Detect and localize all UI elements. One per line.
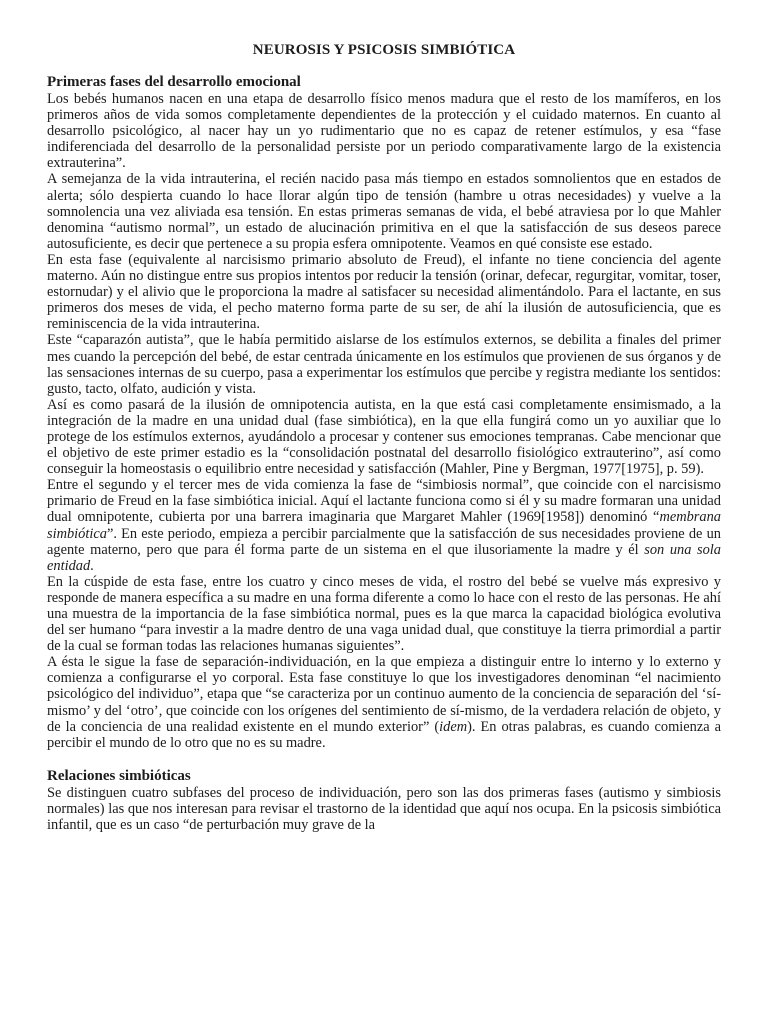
paragraph: Así es como pasará de la ilusión de omnipotencia autista, en la que está casi completamente ensimismado, a la integración de la madre en una unidad dual (fase simbiótica), en la que ella fungirá como un yo auxiliar que lo protege de los estímulos externos, ayudándolo a procesar y contener sus emociones tempranas. Cabe mencionar que el objetivo de este primer estadio es la “consolidación postnatal del desarrollo fisiológico extrauterino”, así como conseguir la homeostasis o equilibrio entre necesidad y satisfacción (Mahler, Pine y Bergman, 1977[1975], p. 59). <box>47 396 721 478</box>
paragraph: Los bebés humanos nacen en una etapa de desarrollo físico menos madura que el resto de los mamíferos, en los primeros años de vida somos completamente dependientes de la protección y el cuidado maternos. En cuanto al desarrollo psicológico, al nacer hay un yo rudimentario que no es capaz de retener estímulos, y esa “fase indiferenciada del desarrollo de la personalidad persiste por un periodo comparativamente largo de la existencia extrauterina”. <box>47 91 721 172</box>
paragraph: En esta fase (equivalente al narcisismo primario absoluto de Freud), el infante no tiene conciencia del agente materno. Aún no distingue entre sus propios intentos por reducir la tensión (orinar, defecar, regurgitar, vomitar, toser, estornudar) y el alivio que le proporciona la madre al satisfacer su necesidad alimentándolo. Para el lactante, en sus primeros dos meses de vida, el pecho materno forma parte de su ser, de ahí la ilusión de autosuficiencia, que es reminiscencia de la vida intrauterina. <box>47 251 721 333</box>
section-spacer <box>47 751 721 768</box>
paragraph: Entre el segundo y el tercer mes de vida comienza la fase de “simbiosis normal”, que coincide con el narcisismo primario de Freud en la fase simbiótica inicial. Aquí el lactante funciona como si él y su madre formaran una unidad dual omnipotente, cubierta por una barrera imaginaria que Margaret Mahler (1969[1958]) denominó “membrana simbiótica”. En este periodo, empieza a percibir parcialmente que la satisfacción de sus necesidades proviene de un agente materno, pero que para él forma parte de un sistema en el que ilusoriamente la madre y él son una sola entidad. <box>47 477 721 574</box>
paragraph: A ésta le sigue la fase de separación-individuación, en la que empieza a distinguir entre lo interno y lo externo y comienza a configurarse el yo corporal. Esta fase constituye lo que los investigadores denominan “el nacimiento psicológico del individuo”, etapa que “se caracteriza por un continuo aumento de la conciencia de separación del ‘sí-mismo’ y del ‘otro’, que coincide con los orígenes del sentimiento de sí-mismo, de la verdadera relación de objeto, y de la conciencia de una realidad existente en el mundo exterior” (idem). En otras palabras, es cuando comienza a percibir el mundo de lo otro que no es su madre. <box>47 654 722 751</box>
italic-phrase: son una sola entidad <box>47 541 721 574</box>
section-primeras-fases <box>47 74 721 751</box>
document-title: NEUROSIS Y PSICOSIS SIMBIÓTICA <box>252 42 516 58</box>
paragraph: Este “caparazón autista”, que le había permitido aislarse de los estímulos externos, se debilita a finales del primer mes cuando la percepción del bebé, de estar centrada únicamente en los estímulos que provienen de sus órganos y de las sensaciones internas de su cuerpo, pasa a experimentar los estímulos que percibe y registra mediante los sentidos: gusto, tacto, olfato, audición y vista. <box>47 332 721 397</box>
section-heading: Relaciones simbióticas <box>47 767 191 784</box>
italic-phrase: membrana simbiótica <box>47 509 721 542</box>
italic-phrase: idem <box>439 718 468 735</box>
paragraph: A semejanza de la vida intrauterina, el recién nacido pasa más tiempo en estados somnolientos que en estados de alerta; sólo despierta cuando lo hace llorar algún tipo de tensión (hambre u otras necesidades) y vuelve a la somnolencia una vez aliviada esa tensión. En estas primeras semanas de vida, el bebé atraviesa por lo que Mahler denomina “autismo normal”, un estado de alucinación primitiva en el que la satisfacción de sus deseos parece autosuficiente, es decir que pertenece a su propia esfera omnipotente. Veamos en qué consiste ese estado. <box>47 171 721 252</box>
section-heading: Primeras fases del desarrollo emocional <box>47 74 301 90</box>
paragraph: En la cúspide de esta fase, entre los cuatro y cinco meses de vida, el rostro del bebé se vuelve más expresivo y responde de manera específica a su madre en una forma diferente a como lo hace con el resto de las personas. He ahí una muestra de la importancia de la fase simbiótica normal, pues es la que marca la capacidad biológica evolutiva del ser humano “para investir a la madre dentro de una vaga unidad dual, que constituye la tierra primordial a partir de la cual se forman todas las relaciones humanas siguientes”. <box>47 573 721 655</box>
paragraph: Se distinguen cuatro subfases del proceso de individuación, pero son las dos primeras fases (autismo y simbiosis normales) las que nos interesan para revisar el trastorno de la identidad que aquí nos ocupa. En la psicosis simbiótica infantil, que es un caso “de perturbación muy grave de la <box>47 784 721 834</box>
section-relaciones-simbioticas <box>47 768 721 833</box>
